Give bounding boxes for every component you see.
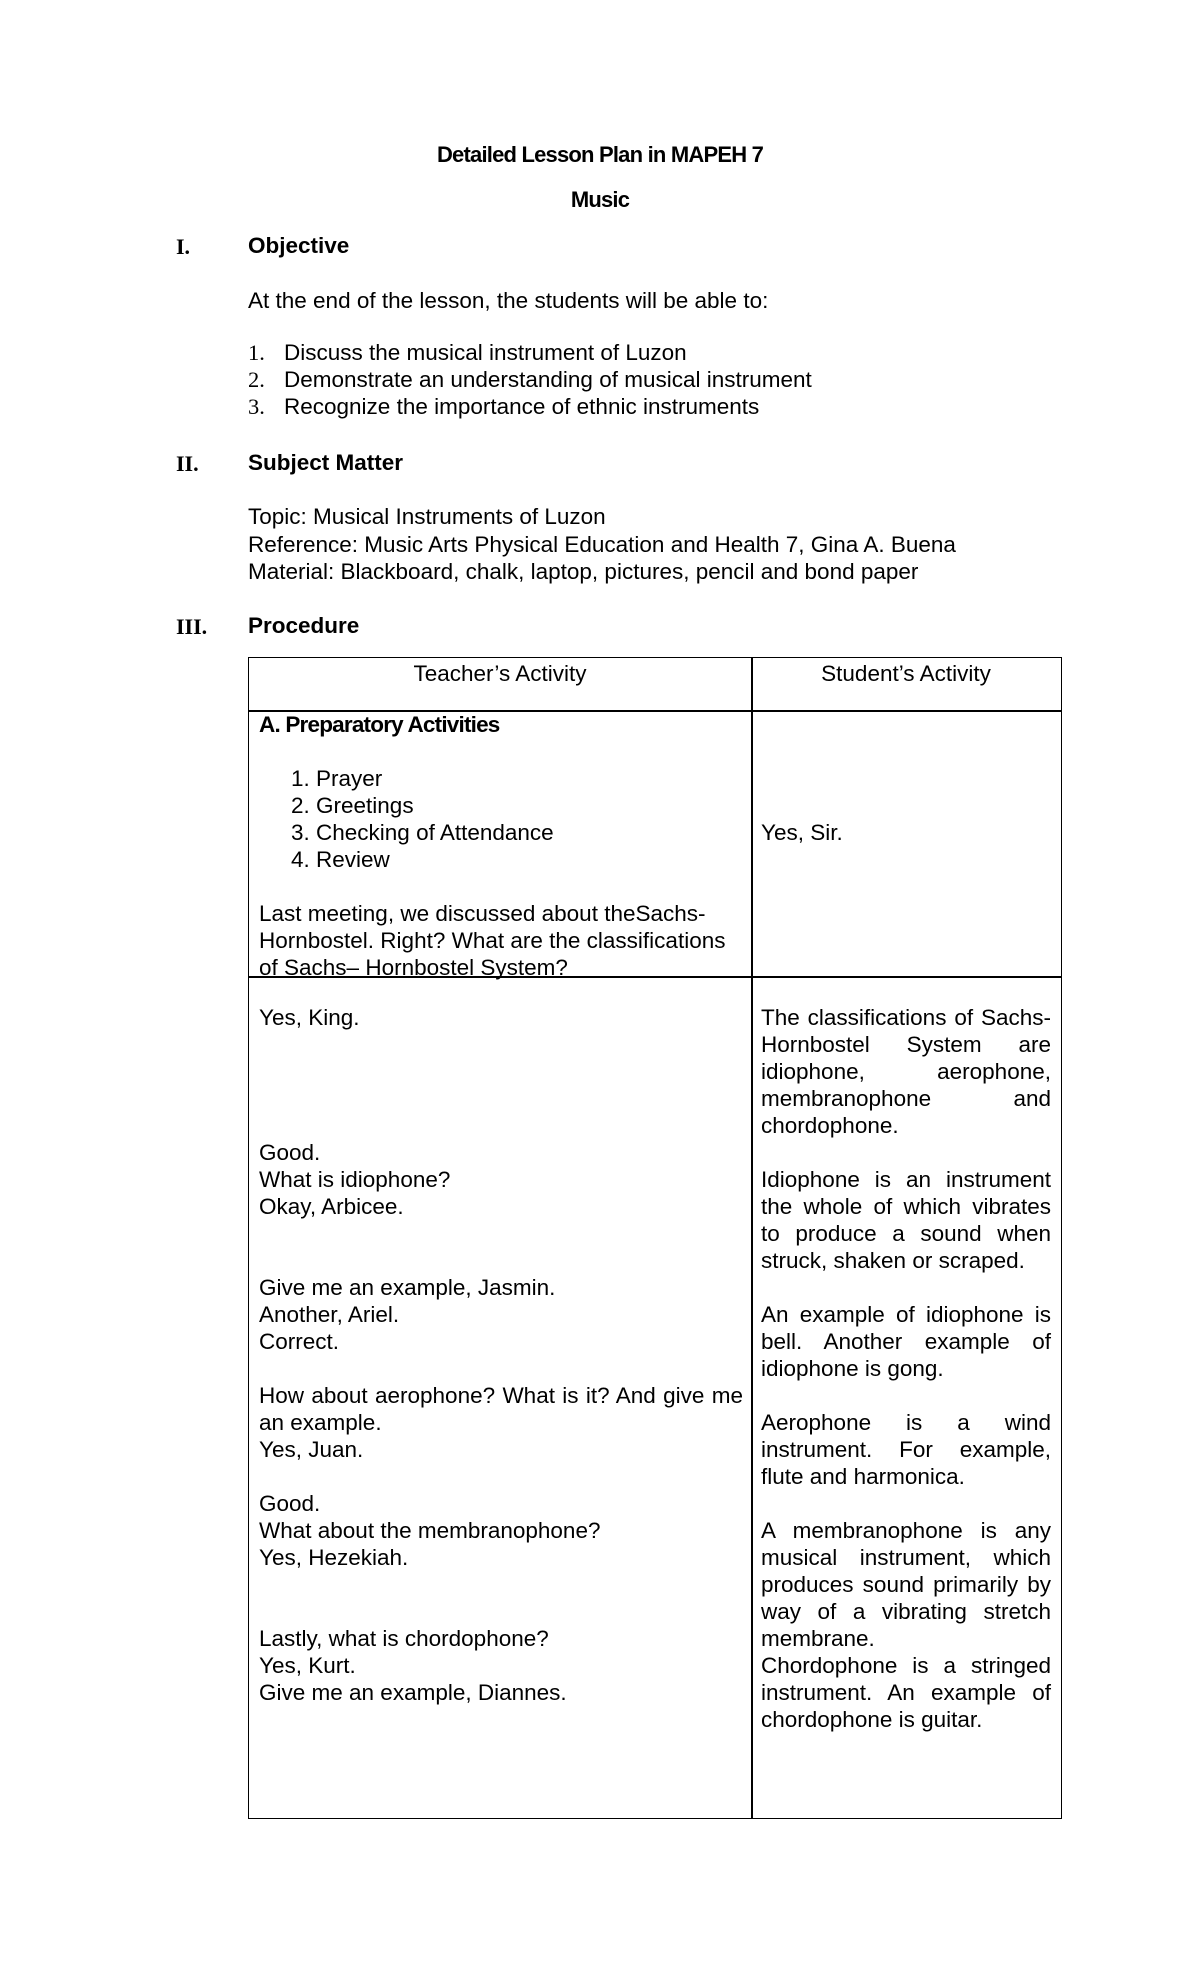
section-heading-procedure: Procedure [248, 613, 360, 638]
preparatory-steps [259, 765, 743, 873]
section-heading-subject-matter: Subject Matter [248, 450, 404, 475]
column-divider [751, 658, 753, 1818]
teacher-membranophone-block: Good. What about the membranophone? Yes, Hezekiah. [259, 1491, 601, 1570]
objective-item: 1. Discuss the musical instrument of Luzon [248, 340, 687, 365]
preparatory-step: 1. Prayer [291, 766, 383, 791]
section-numeral-subject-matter: II. [176, 451, 199, 476]
student-answer-aerophone: Aerophone is a wind instrument. For example, flute and harmonica. [761, 1410, 1051, 1489]
document-subtitle: Music [570, 187, 630, 212]
student-answer-classifications: The classifications of Sachs- Hornbostel System are idiophone, aerophone, membranophone and chordophone. [761, 1005, 1051, 1138]
procedure-table [248, 657, 1062, 1819]
preparatory-heading: A. Preparatory Activities [259, 712, 500, 737]
student-answer-idiophone-example: An example of idiophone is bell. Another example of idiophone is gong. [761, 1302, 1051, 1381]
preparatory-step: 3. Checking of Attendance [291, 820, 554, 845]
subject-material: Material: Blackboard, chalk, laptop, pictures, pencil and bond paper [248, 559, 919, 584]
student-answer-idiophone: Idiophone is an instrument the whole of which vibrates to produce a sound when struck, shaken or scraped. [761, 1167, 1051, 1273]
subject-reference: Reference: Music Arts Physical Education and Health 7, Gina A. Buena [248, 531, 956, 557]
preparatory-step: 2. Greetings [291, 793, 414, 818]
document-title: Detailed Lesson Plan in MAPEH 7 [436, 142, 764, 167]
preparatory-student-reply: Yes, Sir. [761, 820, 843, 845]
section-heading-objective: Objective [248, 233, 350, 258]
section-numeral-objective: I. [176, 234, 191, 259]
subject-topic: Topic: Musical Instruments of Luzon [248, 504, 606, 529]
teacher-idiophone-block: Good. What is idiophone? Okay, Arbicee. [259, 1140, 451, 1219]
preparatory-step: 4. Review [291, 847, 390, 872]
objective-item: 3. Recognize the importance of ethnic instruments [248, 394, 760, 419]
preparatory-teacher-cell [259, 711, 743, 981]
review-question: Last meeting, we discussed about theSachs-Hornbostel. Right? What are the classifications of Sachs– Hornbostel System? [259, 901, 726, 980]
student-answer-membranophone: A membranophone is any musical instrument, which produces sound primarily by way of a vibrating stretch membrane. [761, 1518, 1051, 1651]
header-student-activity: Student’s Activity [821, 661, 991, 686]
header-teacher-activity: Teacher’s Activity [413, 661, 587, 686]
teacher-aerophone-block: How about aerophone? What is it? And give me an example. Yes, Juan. [259, 1383, 743, 1462]
teacher-line: Yes, King. [259, 1005, 360, 1030]
student-answer-chordophone: Chordophone is a stringed instrument. An example of chordophone is guitar. [761, 1653, 1051, 1732]
objective-intro: At the end of the lesson, the students will be able to: [248, 288, 769, 313]
subject-matter-details [248, 503, 956, 586]
teacher-example-block: Give me an example, Jasmin. Another, Ariel. Correct. [259, 1275, 556, 1354]
objective-item: 2. Demonstrate an understanding of musical instrument [248, 367, 812, 392]
teacher-chordophone-block: Lastly, what is chordophone? Yes, Kurt. Give me an example, Diannes. [259, 1626, 567, 1705]
section-numeral-procedure: III. [176, 614, 208, 639]
objective-list [248, 339, 812, 420]
